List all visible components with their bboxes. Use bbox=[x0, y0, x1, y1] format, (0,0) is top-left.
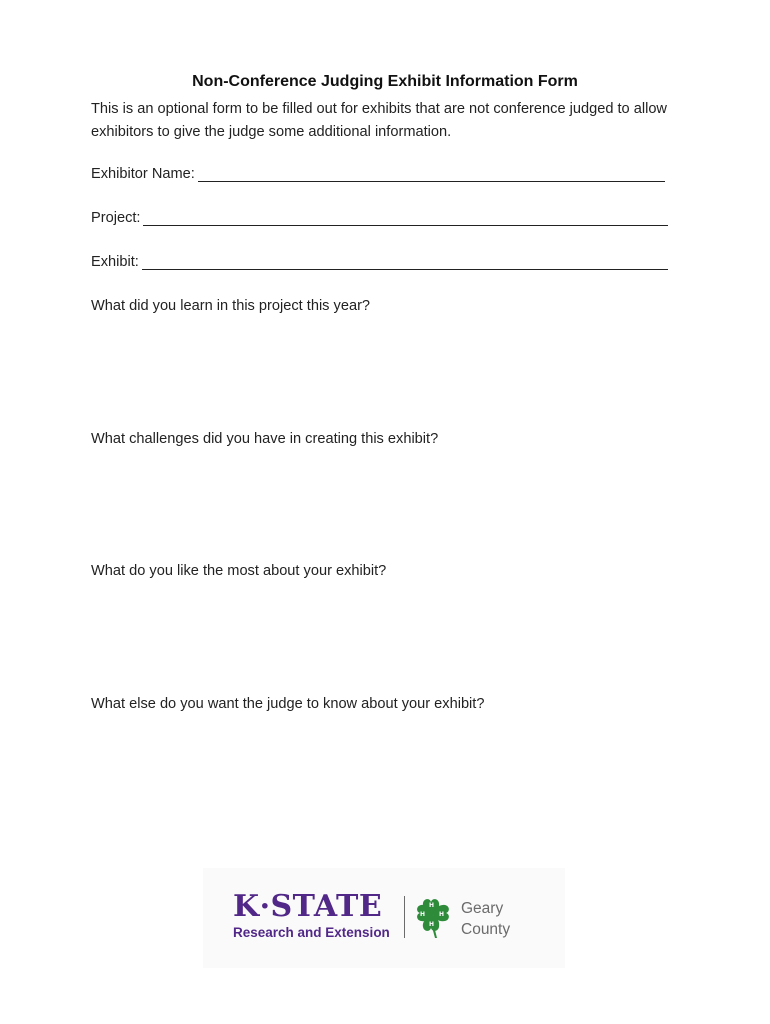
project-label: Project: bbox=[91, 210, 141, 226]
form-title: Non-Conference Judging Exhibit Information Form bbox=[192, 73, 578, 90]
4h-clover-icon bbox=[413, 895, 453, 939]
exhibitor-name-label: Exhibitor Name: bbox=[91, 166, 195, 182]
logo-divider bbox=[404, 896, 405, 938]
county-name bbox=[461, 898, 510, 940]
exhibitor-name-blank[interactable] bbox=[198, 167, 665, 182]
svg-text:H: H bbox=[439, 911, 445, 918]
research-extension-text: Research and Extension bbox=[233, 925, 390, 940]
county-line-1: Geary bbox=[461, 900, 504, 917]
question-like-most: What do you like the most about your exhibit? bbox=[91, 563, 387, 579]
question-learned: What did you learn in this project this year? bbox=[91, 298, 371, 314]
project-field[interactable] bbox=[91, 210, 668, 226]
exhibit-blank[interactable] bbox=[142, 255, 668, 270]
question-anything-else: What else do you want the judge to know about your exhibit? bbox=[91, 696, 485, 712]
project-blank[interactable] bbox=[143, 211, 668, 226]
county-line-2: County bbox=[461, 921, 511, 938]
svg-text:H: H bbox=[429, 921, 435, 928]
exhibit-label: Exhibit: bbox=[91, 254, 139, 270]
form-intro: This is an optional form to be filled out for exhibits that are not conference judged to allow exhibitors to give the judge some additional information. bbox=[91, 101, 667, 140]
exhibit-field[interactable] bbox=[91, 254, 668, 270]
kstate-logo-text: K·STATE bbox=[233, 889, 383, 924]
exhibitor-name-field[interactable] bbox=[91, 166, 665, 182]
svg-text:H: H bbox=[429, 902, 435, 909]
question-challenges: What challenges did you have in creating this exhibit? bbox=[91, 431, 439, 447]
svg-text:H: H bbox=[420, 911, 426, 918]
